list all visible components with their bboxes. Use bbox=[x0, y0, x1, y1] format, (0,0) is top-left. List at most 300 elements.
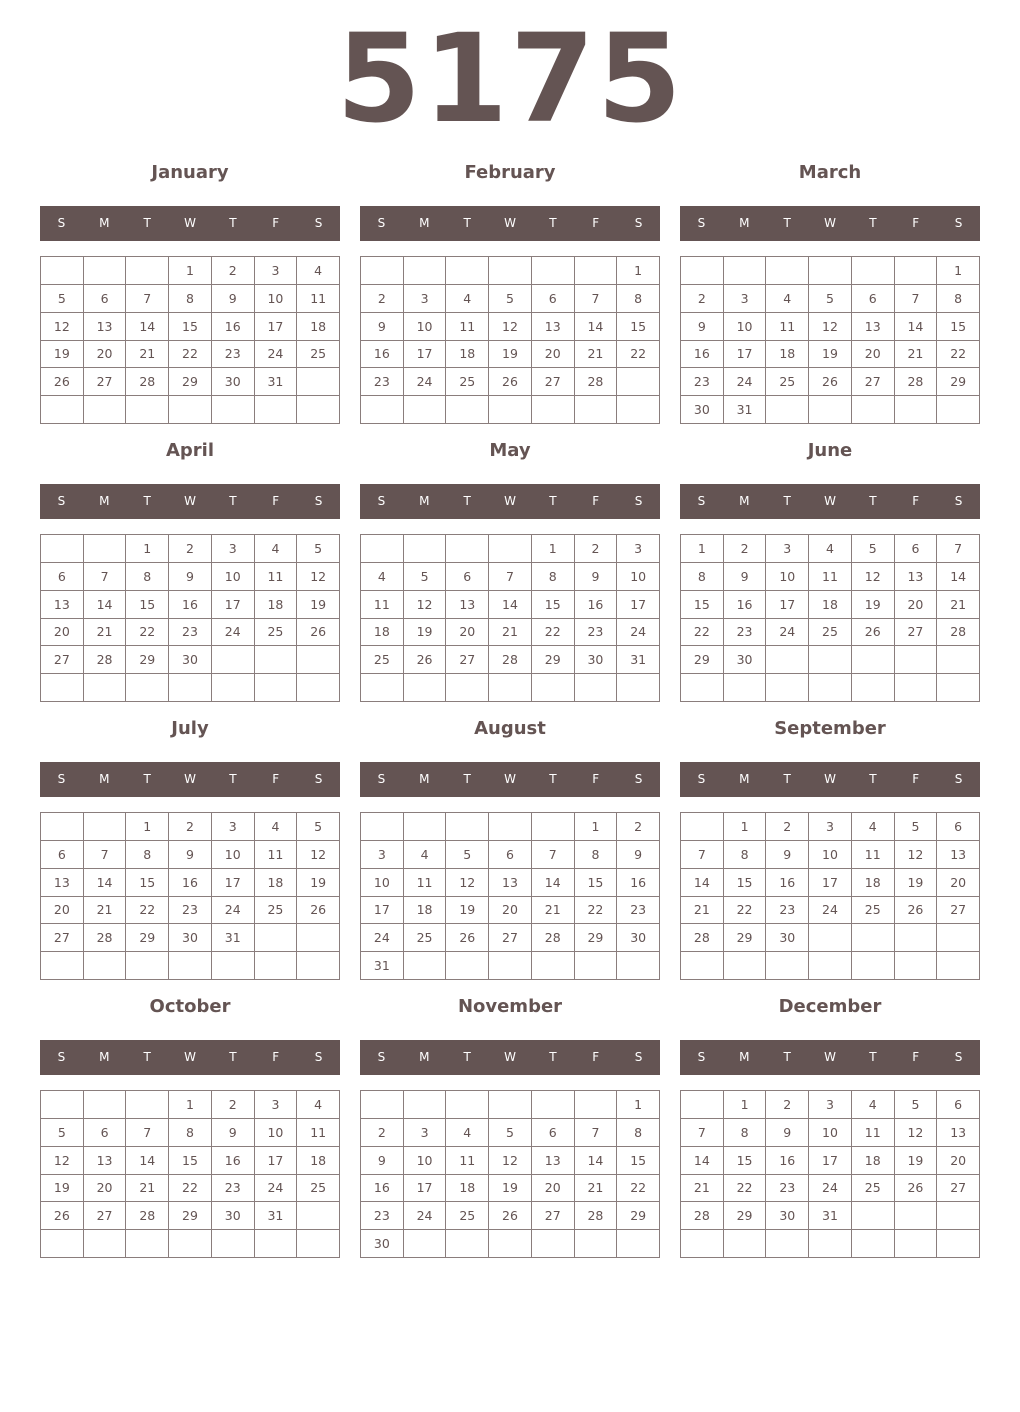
day-cell: 2 bbox=[169, 535, 212, 563]
day-cell: 13 bbox=[937, 1119, 980, 1147]
empty-cell bbox=[404, 1091, 447, 1119]
empty-cell bbox=[681, 952, 724, 980]
empty-cell bbox=[809, 396, 852, 424]
day-cell: 9 bbox=[575, 563, 618, 591]
month-december bbox=[680, 992, 980, 1262]
weekday-label: M bbox=[99, 216, 110, 230]
day-cell: 16 bbox=[361, 1175, 404, 1203]
day-cell: 5 bbox=[489, 1119, 532, 1147]
empty-cell bbox=[297, 952, 340, 980]
day-cell: 4 bbox=[297, 1091, 340, 1119]
month-august bbox=[360, 714, 660, 984]
empty-cell bbox=[809, 924, 852, 952]
day-cell: 27 bbox=[937, 897, 980, 925]
day-cell: 12 bbox=[809, 313, 852, 341]
day-cell: 18 bbox=[297, 313, 340, 341]
day-cell: 13 bbox=[489, 869, 532, 897]
day-cell: 6 bbox=[446, 563, 489, 591]
day-cell: 29 bbox=[575, 924, 618, 952]
day-cell: 28 bbox=[84, 646, 127, 674]
day-cell: 23 bbox=[361, 368, 404, 396]
day-cell: 20 bbox=[937, 1147, 980, 1175]
day-cell: 12 bbox=[852, 563, 895, 591]
day-cell: 16 bbox=[724, 591, 767, 619]
day-cell: 3 bbox=[255, 257, 298, 285]
day-grid bbox=[680, 256, 980, 424]
day-cell: 5 bbox=[41, 285, 84, 313]
empty-cell bbox=[84, 257, 127, 285]
month-name: July bbox=[171, 718, 209, 739]
day-grid bbox=[680, 534, 980, 702]
empty-cell bbox=[532, 952, 575, 980]
empty-cell bbox=[41, 257, 84, 285]
empty-cell bbox=[766, 257, 809, 285]
day-cell: 9 bbox=[212, 1119, 255, 1147]
empty-cell bbox=[297, 646, 340, 674]
day-cell: 16 bbox=[575, 591, 618, 619]
day-cell: 10 bbox=[404, 1147, 447, 1175]
empty-cell bbox=[937, 646, 980, 674]
day-cell: 23 bbox=[724, 619, 767, 647]
day-cell: 4 bbox=[361, 563, 404, 591]
weekday-header bbox=[360, 484, 660, 519]
weekday-label: S bbox=[314, 216, 323, 230]
weekday-label: W bbox=[184, 494, 196, 508]
day-cell: 17 bbox=[255, 1147, 298, 1175]
day-cell: 11 bbox=[255, 841, 298, 869]
day-cell: 26 bbox=[809, 368, 852, 396]
day-grid bbox=[40, 1090, 340, 1258]
day-cell: 8 bbox=[681, 563, 724, 591]
day-cell: 22 bbox=[532, 619, 575, 647]
day-cell: 11 bbox=[297, 285, 340, 313]
empty-cell bbox=[255, 674, 298, 702]
empty-cell bbox=[41, 952, 84, 980]
day-cell: 5 bbox=[41, 1119, 84, 1147]
weekday-label: S bbox=[634, 1050, 643, 1064]
day-cell: 10 bbox=[809, 841, 852, 869]
weekday-label: F bbox=[592, 772, 600, 786]
day-cell: 2 bbox=[724, 535, 767, 563]
day-cell: 2 bbox=[169, 813, 212, 841]
empty-cell bbox=[532, 1091, 575, 1119]
day-cell: 3 bbox=[404, 1119, 447, 1147]
day-cell: 14 bbox=[895, 313, 938, 341]
empty-cell bbox=[446, 1091, 489, 1119]
empty-cell bbox=[446, 396, 489, 424]
day-cell: 18 bbox=[255, 591, 298, 619]
weekday-label: M bbox=[739, 216, 750, 230]
day-cell: 29 bbox=[126, 646, 169, 674]
day-cell: 21 bbox=[532, 897, 575, 925]
day-cell: 26 bbox=[852, 619, 895, 647]
day-cell: 22 bbox=[937, 341, 980, 369]
day-cell: 13 bbox=[41, 869, 84, 897]
weekday-label: S bbox=[697, 216, 706, 230]
day-cell: 9 bbox=[169, 563, 212, 591]
empty-cell bbox=[617, 952, 660, 980]
day-cell: 6 bbox=[489, 841, 532, 869]
month-name: January bbox=[151, 162, 229, 183]
weekday-header bbox=[360, 206, 660, 241]
day-cell: 2 bbox=[617, 813, 660, 841]
day-cell: 18 bbox=[809, 591, 852, 619]
weekday-label: T bbox=[549, 494, 557, 508]
day-cell: 27 bbox=[84, 1202, 127, 1230]
empty-cell bbox=[297, 674, 340, 702]
day-cell: 20 bbox=[446, 619, 489, 647]
day-cell: 1 bbox=[937, 257, 980, 285]
empty-cell bbox=[937, 924, 980, 952]
empty-cell bbox=[169, 674, 212, 702]
weekday-header bbox=[40, 762, 340, 797]
day-cell: 22 bbox=[617, 1175, 660, 1203]
day-cell: 21 bbox=[681, 897, 724, 925]
day-cell: 7 bbox=[126, 1119, 169, 1147]
day-cell: 20 bbox=[41, 897, 84, 925]
day-cell: 8 bbox=[532, 563, 575, 591]
day-cell: 30 bbox=[212, 368, 255, 396]
day-cell: 24 bbox=[617, 619, 660, 647]
day-cell: 23 bbox=[766, 1175, 809, 1203]
day-cell: 22 bbox=[617, 341, 660, 369]
weekday-label: T bbox=[229, 1050, 237, 1064]
day-cell: 22 bbox=[724, 897, 767, 925]
day-cell: 9 bbox=[617, 841, 660, 869]
day-cell: 25 bbox=[255, 897, 298, 925]
empty-cell bbox=[852, 646, 895, 674]
empty-cell bbox=[84, 674, 127, 702]
day-cell: 22 bbox=[126, 619, 169, 647]
empty-cell bbox=[297, 396, 340, 424]
weekday-label: T bbox=[869, 1050, 877, 1064]
day-cell: 14 bbox=[681, 869, 724, 897]
day-cell: 14 bbox=[84, 591, 127, 619]
weekday-label: S bbox=[377, 494, 386, 508]
empty-cell bbox=[489, 952, 532, 980]
day-cell: 7 bbox=[84, 563, 127, 591]
day-cell: 18 bbox=[446, 341, 489, 369]
weekday-header bbox=[680, 206, 980, 241]
day-cell: 4 bbox=[446, 285, 489, 313]
day-cell: 16 bbox=[681, 341, 724, 369]
day-cell: 20 bbox=[895, 591, 938, 619]
day-cell: 23 bbox=[212, 341, 255, 369]
day-cell: 21 bbox=[895, 341, 938, 369]
empty-cell bbox=[895, 924, 938, 952]
weekday-label: T bbox=[869, 494, 877, 508]
empty-cell bbox=[84, 396, 127, 424]
day-cell: 6 bbox=[84, 1119, 127, 1147]
day-cell: 26 bbox=[446, 924, 489, 952]
empty-cell bbox=[681, 813, 724, 841]
empty-cell bbox=[41, 674, 84, 702]
day-cell: 6 bbox=[532, 285, 575, 313]
day-cell: 15 bbox=[724, 1147, 767, 1175]
month-name: February bbox=[464, 162, 556, 183]
empty-cell bbox=[404, 674, 447, 702]
day-grid bbox=[680, 812, 980, 980]
day-cell: 14 bbox=[84, 869, 127, 897]
empty-cell bbox=[575, 396, 618, 424]
day-cell: 24 bbox=[361, 924, 404, 952]
day-cell: 15 bbox=[617, 313, 660, 341]
day-cell: 11 bbox=[297, 1119, 340, 1147]
weekday-label: S bbox=[57, 772, 66, 786]
day-cell: 27 bbox=[532, 1202, 575, 1230]
empty-cell bbox=[361, 535, 404, 563]
day-grid bbox=[360, 1090, 660, 1258]
day-cell: 7 bbox=[532, 841, 575, 869]
day-cell: 29 bbox=[724, 1202, 767, 1230]
day-cell: 19 bbox=[809, 341, 852, 369]
day-cell: 26 bbox=[489, 368, 532, 396]
empty-cell bbox=[532, 257, 575, 285]
day-cell: 18 bbox=[404, 897, 447, 925]
month-january bbox=[40, 158, 340, 428]
weekday-label: S bbox=[697, 494, 706, 508]
day-cell: 5 bbox=[489, 285, 532, 313]
day-cell: 4 bbox=[255, 813, 298, 841]
day-cell: 15 bbox=[169, 1147, 212, 1175]
empty-cell bbox=[532, 674, 575, 702]
day-cell: 21 bbox=[126, 341, 169, 369]
day-cell: 28 bbox=[532, 924, 575, 952]
empty-cell bbox=[446, 535, 489, 563]
day-cell: 12 bbox=[404, 591, 447, 619]
day-cell: 25 bbox=[852, 897, 895, 925]
day-cell: 8 bbox=[169, 1119, 212, 1147]
month-november bbox=[360, 992, 660, 1262]
day-cell: 11 bbox=[809, 563, 852, 591]
day-cell: 8 bbox=[126, 841, 169, 869]
day-cell: 6 bbox=[895, 535, 938, 563]
day-cell: 4 bbox=[852, 813, 895, 841]
day-cell: 31 bbox=[617, 646, 660, 674]
day-cell: 14 bbox=[681, 1147, 724, 1175]
day-grid bbox=[360, 256, 660, 424]
day-cell: 31 bbox=[255, 368, 298, 396]
day-cell: 13 bbox=[852, 313, 895, 341]
empty-cell bbox=[41, 1230, 84, 1258]
day-cell: 5 bbox=[809, 285, 852, 313]
day-grid bbox=[360, 812, 660, 980]
day-cell: 10 bbox=[361, 869, 404, 897]
empty-cell bbox=[575, 1230, 618, 1258]
empty-cell bbox=[895, 396, 938, 424]
weekday-label: W bbox=[504, 216, 516, 230]
day-cell: 13 bbox=[41, 591, 84, 619]
weekday-label: T bbox=[143, 494, 151, 508]
day-cell: 28 bbox=[681, 1202, 724, 1230]
empty-cell bbox=[617, 396, 660, 424]
weekday-label: T bbox=[463, 494, 471, 508]
weekday-label: M bbox=[739, 772, 750, 786]
day-cell: 4 bbox=[404, 841, 447, 869]
weekday-label: T bbox=[463, 772, 471, 786]
empty-cell bbox=[937, 952, 980, 980]
month-september bbox=[680, 714, 980, 984]
day-cell: 2 bbox=[681, 285, 724, 313]
day-cell: 15 bbox=[126, 869, 169, 897]
day-cell: 26 bbox=[404, 646, 447, 674]
day-cell: 25 bbox=[297, 341, 340, 369]
day-cell: 6 bbox=[852, 285, 895, 313]
day-cell: 22 bbox=[724, 1175, 767, 1203]
day-cell: 31 bbox=[212, 924, 255, 952]
day-cell: 18 bbox=[255, 869, 298, 897]
day-cell: 10 bbox=[212, 563, 255, 591]
day-cell: 11 bbox=[255, 563, 298, 591]
weekday-label: T bbox=[143, 216, 151, 230]
day-cell: 7 bbox=[895, 285, 938, 313]
weekday-label: S bbox=[634, 494, 643, 508]
day-cell: 7 bbox=[681, 841, 724, 869]
day-cell: 3 bbox=[212, 813, 255, 841]
weekday-label: M bbox=[99, 494, 110, 508]
day-cell: 8 bbox=[937, 285, 980, 313]
empty-cell bbox=[361, 1091, 404, 1119]
empty-cell bbox=[724, 952, 767, 980]
day-cell: 11 bbox=[766, 313, 809, 341]
empty-cell bbox=[361, 396, 404, 424]
empty-cell bbox=[361, 257, 404, 285]
day-cell: 7 bbox=[575, 1119, 618, 1147]
weekday-label: W bbox=[504, 1050, 516, 1064]
weekday-label: W bbox=[504, 494, 516, 508]
day-cell: 14 bbox=[489, 591, 532, 619]
day-cell: 28 bbox=[489, 646, 532, 674]
weekday-label: T bbox=[783, 1050, 791, 1064]
day-cell: 25 bbox=[255, 619, 298, 647]
day-cell: 19 bbox=[446, 897, 489, 925]
month-name: August bbox=[474, 718, 546, 739]
day-cell: 15 bbox=[126, 591, 169, 619]
month-name: June bbox=[807, 440, 853, 461]
day-cell: 24 bbox=[766, 619, 809, 647]
day-cell: 29 bbox=[532, 646, 575, 674]
day-cell: 20 bbox=[489, 897, 532, 925]
empty-cell bbox=[41, 396, 84, 424]
day-cell: 26 bbox=[489, 1202, 532, 1230]
day-cell: 9 bbox=[724, 563, 767, 591]
day-cell: 1 bbox=[681, 535, 724, 563]
empty-cell bbox=[852, 257, 895, 285]
day-cell: 12 bbox=[446, 869, 489, 897]
empty-cell bbox=[126, 674, 169, 702]
empty-cell bbox=[809, 646, 852, 674]
weekday-label: M bbox=[419, 216, 430, 230]
day-cell: 27 bbox=[41, 924, 84, 952]
day-cell: 15 bbox=[937, 313, 980, 341]
empty-cell bbox=[809, 952, 852, 980]
weekday-label: T bbox=[783, 216, 791, 230]
weekday-label: M bbox=[99, 1050, 110, 1064]
empty-cell bbox=[297, 1202, 340, 1230]
day-cell: 5 bbox=[852, 535, 895, 563]
day-cell: 9 bbox=[766, 841, 809, 869]
day-cell: 18 bbox=[852, 869, 895, 897]
empty-cell bbox=[212, 1230, 255, 1258]
empty-cell bbox=[255, 924, 298, 952]
day-cell: 16 bbox=[169, 869, 212, 897]
month-july bbox=[40, 714, 340, 984]
day-cell: 21 bbox=[575, 1175, 618, 1203]
day-cell: 9 bbox=[681, 313, 724, 341]
empty-cell bbox=[681, 1091, 724, 1119]
empty-cell bbox=[852, 1202, 895, 1230]
empty-cell bbox=[126, 1091, 169, 1119]
day-cell: 7 bbox=[681, 1119, 724, 1147]
day-cell: 15 bbox=[532, 591, 575, 619]
weekday-label: S bbox=[954, 772, 963, 786]
day-cell: 27 bbox=[84, 368, 127, 396]
month-name: April bbox=[165, 440, 215, 461]
day-cell: 22 bbox=[681, 619, 724, 647]
day-cell: 11 bbox=[446, 313, 489, 341]
empty-cell bbox=[446, 813, 489, 841]
empty-cell bbox=[297, 368, 340, 396]
day-cell: 28 bbox=[681, 924, 724, 952]
day-cell: 30 bbox=[212, 1202, 255, 1230]
day-cell: 3 bbox=[255, 1091, 298, 1119]
day-cell: 29 bbox=[126, 924, 169, 952]
day-cell: 22 bbox=[126, 897, 169, 925]
day-cell: 2 bbox=[212, 1091, 255, 1119]
day-cell: 23 bbox=[212, 1175, 255, 1203]
day-cell: 2 bbox=[766, 813, 809, 841]
day-cell: 19 bbox=[297, 869, 340, 897]
day-cell: 8 bbox=[126, 563, 169, 591]
day-cell: 28 bbox=[575, 368, 618, 396]
day-cell: 13 bbox=[84, 1147, 127, 1175]
day-cell: 11 bbox=[446, 1147, 489, 1175]
day-cell: 20 bbox=[937, 869, 980, 897]
day-cell: 16 bbox=[212, 313, 255, 341]
day-cell: 4 bbox=[766, 285, 809, 313]
empty-cell bbox=[41, 1091, 84, 1119]
day-cell: 13 bbox=[532, 313, 575, 341]
month-name: November bbox=[457, 996, 563, 1017]
day-cell: 17 bbox=[766, 591, 809, 619]
day-cell: 4 bbox=[446, 1119, 489, 1147]
empty-cell bbox=[361, 674, 404, 702]
empty-cell bbox=[724, 674, 767, 702]
day-cell: 10 bbox=[724, 313, 767, 341]
day-cell: 25 bbox=[809, 619, 852, 647]
day-cell: 9 bbox=[361, 1147, 404, 1175]
day-cell: 24 bbox=[404, 1202, 447, 1230]
weekday-label: T bbox=[463, 216, 471, 230]
day-cell: 28 bbox=[84, 924, 127, 952]
day-cell: 16 bbox=[766, 869, 809, 897]
day-cell: 25 bbox=[361, 646, 404, 674]
year-title: 5175 bbox=[336, 8, 684, 150]
weekday-label: S bbox=[697, 772, 706, 786]
month-march bbox=[680, 158, 980, 428]
weekday-header bbox=[360, 762, 660, 797]
day-cell: 20 bbox=[41, 619, 84, 647]
day-cell: 22 bbox=[575, 897, 618, 925]
day-cell: 10 bbox=[809, 1119, 852, 1147]
day-cell: 10 bbox=[255, 1119, 298, 1147]
day-cell: 21 bbox=[681, 1175, 724, 1203]
weekday-label: W bbox=[184, 772, 196, 786]
empty-cell bbox=[895, 257, 938, 285]
empty-cell bbox=[617, 368, 660, 396]
day-grid bbox=[360, 534, 660, 702]
day-cell: 3 bbox=[809, 813, 852, 841]
